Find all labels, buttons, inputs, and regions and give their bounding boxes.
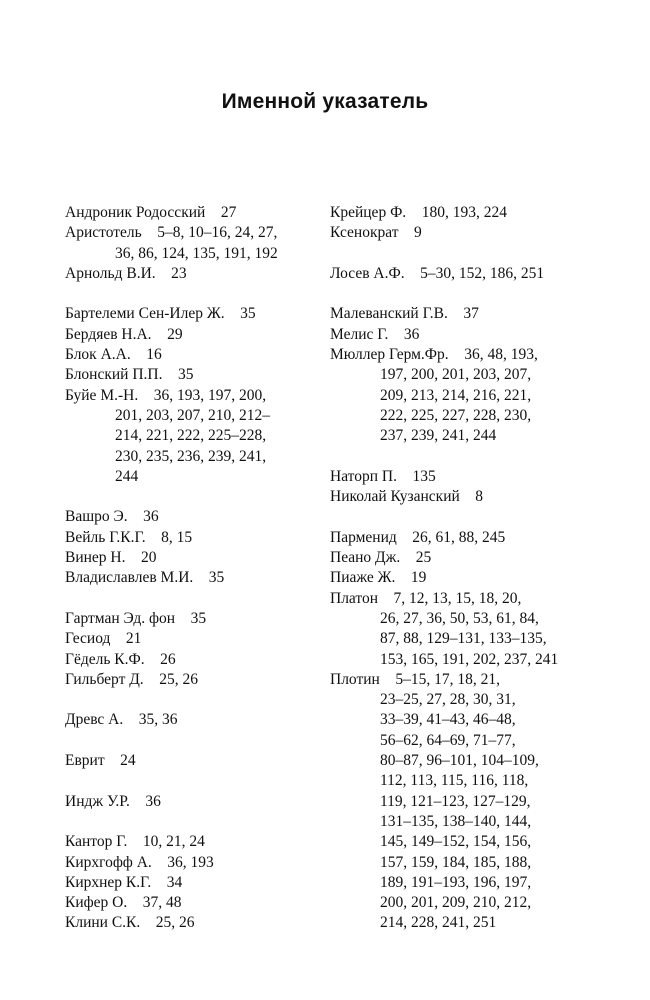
- index-entry-continuation: [330, 873, 580, 893]
- index-entry-name: Гильберт Д.: [65, 670, 144, 688]
- index-entry-pages: 25, 26: [159, 670, 198, 688]
- index-entry-name: Винер Н.: [65, 549, 126, 567]
- index-entry-name: Гартман Эд. фон: [65, 609, 176, 627]
- index-entry-pages: 201, 203, 207, 210, 212–: [115, 406, 270, 424]
- index-entry-continuation: [65, 244, 320, 264]
- index-entry-pages: 26: [160, 650, 176, 668]
- index-letter-group: [330, 203, 580, 244]
- index-entry-pages: 20: [141, 549, 157, 567]
- index-entry-pages: 135: [412, 467, 436, 485]
- index-entry: [65, 528, 320, 548]
- index-entry-pages: 180, 193, 224: [421, 204, 507, 221]
- index-entry-pages: 230, 235, 236, 239, 241,: [115, 447, 267, 465]
- index-entry-pages: 197, 200, 201, 203, 207,: [380, 366, 532, 384]
- index-entry-pages: 214, 228, 241, 251: [380, 914, 497, 932]
- index-entry-name: Аристотель: [65, 224, 142, 242]
- index-entry: [330, 487, 580, 507]
- index-entry-name: Гёдель К.Ф.: [65, 650, 145, 668]
- index-entry-continuation: [330, 386, 580, 406]
- index-entry: [65, 386, 320, 406]
- index-entry: [330, 325, 580, 345]
- index-entry-continuation: [330, 629, 580, 649]
- index-entry-name: Клини С.К.: [65, 914, 141, 932]
- index-entry-continuation: [330, 812, 580, 832]
- index-entry-pages: 26, 27, 36, 50, 53, 61, 84,: [380, 609, 539, 627]
- index-entry-pages: 36, 48, 193,: [464, 346, 538, 364]
- index-entry: [330, 528, 580, 548]
- index-entry: [65, 223, 320, 243]
- index-entry-name: Платон: [330, 589, 379, 607]
- index-entry-name: Крейцер Ф.: [330, 204, 407, 221]
- index-entry-pages: 36: [145, 792, 161, 810]
- index-entry-continuation: [330, 650, 580, 670]
- index-entry-pages: 36, 86, 124, 135, 191, 192: [115, 244, 278, 262]
- index-entry-pages: 5–15, 17, 18, 21,: [395, 670, 500, 688]
- index-entry-pages: 119, 121–123, 127–129,: [380, 792, 531, 810]
- index-entry-pages: 214, 221, 222, 225–228,: [115, 427, 267, 445]
- index-entry-name: Индж У.Р.: [65, 792, 130, 810]
- index-entry-continuation: [330, 609, 580, 629]
- index-entry: [330, 670, 580, 690]
- index-entry: [65, 325, 320, 345]
- index-entry-name: Лосев А.Ф.: [330, 264, 405, 282]
- index-entry: [330, 203, 580, 223]
- index-column-left: [65, 203, 320, 954]
- index-entry-pages: 200, 201, 209, 210, 212,: [380, 894, 532, 912]
- index-entry-continuation: [330, 690, 580, 710]
- index-entry-pages: 10, 21, 24: [142, 833, 205, 851]
- index-entry: [65, 751, 320, 771]
- index-entry-pages: 56–62, 64–69, 71–77,: [380, 731, 516, 749]
- index-entry-pages: 5–8, 10–16, 24, 27,: [157, 224, 278, 242]
- index-letter-group: [330, 528, 580, 934]
- index-entry-name: Парменид: [330, 528, 397, 546]
- index-entry-name: Кирхнер К.Г.: [65, 873, 152, 891]
- index-entry: [65, 893, 320, 913]
- index-entry-name: Бердяев Н.А.: [65, 325, 152, 343]
- index-entry: [65, 345, 320, 365]
- index-entry-pages: 16: [146, 346, 162, 364]
- index-entry-name: Древс А.: [65, 711, 124, 729]
- index-letter-group: [65, 507, 320, 588]
- index-entry-name: Плотин: [330, 670, 380, 688]
- index-entry: [65, 832, 320, 852]
- index-entry-pages: 36: [143, 508, 159, 526]
- index-entry-pages: 27: [220, 204, 237, 221]
- index-entry-pages: 25: [415, 549, 432, 567]
- index-letter-group: [65, 609, 320, 690]
- index-entry-pages: 19: [410, 569, 427, 587]
- index-entry-name: Мюллер Герм.Фр.: [330, 346, 449, 364]
- index-entry-pages: 131–135, 138–140, 144,: [380, 812, 532, 830]
- index-entry-pages: 157, 159, 184, 185, 188,: [380, 853, 532, 871]
- index-entry-pages: 35: [190, 609, 207, 627]
- index-entry-name: Мелис Г.: [330, 325, 389, 343]
- index-entry: [65, 710, 320, 730]
- index-letter-group: [65, 710, 320, 730]
- index-entry: [330, 467, 580, 487]
- index-entry: [330, 548, 580, 568]
- index-column-right: [330, 203, 580, 954]
- index-entry-continuation: [330, 893, 580, 913]
- index-entry-continuation: [65, 406, 320, 426]
- index-entry: [65, 304, 320, 324]
- index-entry: [65, 203, 320, 223]
- index-entry-pages: 23: [171, 264, 187, 282]
- index-letter-group: [65, 832, 320, 933]
- index-entry-pages: 35: [208, 569, 225, 587]
- index-entry: [330, 568, 580, 588]
- index-entry: [330, 345, 580, 365]
- index-entry-pages: 25, 26: [155, 914, 195, 932]
- index-entry-name: Кантор Г.: [65, 833, 128, 851]
- index-entry-pages: 34: [166, 873, 183, 891]
- index-entry-pages: 35, 36: [138, 711, 178, 729]
- index-entry-pages: 33–39, 41–43, 46–48,: [380, 711, 516, 729]
- index-entry-name: Блонский П.П.: [65, 366, 163, 384]
- index-entry-name: Наторп П.: [330, 467, 397, 485]
- index-letter-group: [65, 203, 320, 284]
- index-entry-name: Пеано Дж.: [330, 549, 401, 567]
- index-entry-pages: 21: [125, 630, 142, 648]
- index-entry-name: Ксенократ: [330, 224, 399, 242]
- index-entry-pages: 37, 48: [142, 894, 182, 912]
- index-entry: [330, 223, 580, 243]
- index-entry-pages: 153, 165, 191, 202, 237, 241: [380, 650, 559, 668]
- index-entry-pages: 35: [240, 305, 256, 323]
- index-entry-continuation: [330, 731, 580, 751]
- index-entry-name: Гесиод: [65, 630, 111, 648]
- index-entry-continuation: [65, 467, 320, 487]
- index-entry: [65, 609, 320, 629]
- index-entry: [65, 365, 320, 385]
- index-entry-name: Владиславлев М.И.: [65, 569, 194, 587]
- index-entry-pages: 7, 12, 13, 15, 18, 20,: [393, 589, 522, 607]
- index-entry-pages: 87, 88, 129–131, 133–135,: [380, 630, 547, 648]
- index-entry-pages: 5–30, 152, 186, 251: [420, 264, 545, 282]
- index-entry: [65, 853, 320, 873]
- index-entry-name: Вейль Г.К.Г.: [65, 528, 146, 546]
- index-entry-name: Пиаже Ж.: [330, 569, 396, 587]
- index-entry-continuation: [330, 771, 580, 791]
- index-entry: [65, 670, 320, 690]
- index-entry: [65, 264, 320, 284]
- index-entry-pages: 29: [167, 325, 183, 343]
- index-entry-name: Андроник Родосский: [65, 204, 206, 221]
- index-entry-pages: 36, 193, 197, 200,: [153, 386, 267, 404]
- index-entry-continuation: [330, 832, 580, 852]
- index-entry-pages: 244: [115, 467, 139, 485]
- index-entry: [65, 568, 320, 588]
- index-entry-name: Арнольд В.И.: [65, 264, 156, 282]
- index-letter-group: [330, 467, 580, 508]
- index-entry: [65, 650, 320, 670]
- index-entry-continuation: [330, 426, 580, 446]
- index-entry-name: Малеванский Г.В.: [330, 305, 448, 323]
- index-letter-group: [65, 792, 320, 812]
- index-entry: [330, 264, 580, 284]
- index-entry-pages: 24: [120, 752, 136, 770]
- index-entry-continuation: [330, 710, 580, 730]
- index-entry-name: Вашро Э.: [65, 508, 128, 526]
- index-letter-group: [65, 304, 320, 487]
- index-entry-continuation: [65, 426, 320, 446]
- index-entry-pages: 222, 225, 227, 228, 230,: [380, 406, 532, 424]
- index-entry-pages: 37: [463, 305, 479, 323]
- index-entry-pages: 9: [413, 224, 422, 242]
- index-entry: [65, 913, 320, 933]
- index-entry-pages: 23–25, 27, 28, 30, 31,: [380, 691, 516, 709]
- page-title: Именной указатель: [221, 90, 429, 113]
- index-entry-pages: 8: [475, 488, 484, 506]
- index-entry-name: Кирхгофф А.: [65, 853, 152, 871]
- index-entry-name: Еврит: [65, 752, 105, 770]
- index-entry-continuation: [330, 751, 580, 771]
- index-letter-group: [330, 264, 580, 284]
- index-entry: [330, 304, 580, 324]
- index-entry: [65, 629, 320, 649]
- index-entry-continuation: [330, 853, 580, 873]
- index-entry: [65, 873, 320, 893]
- index-entry-continuation: [330, 792, 580, 812]
- index-entry-pages: 145, 149–152, 154, 156,: [380, 833, 532, 851]
- index-letter-group: [65, 751, 320, 771]
- index-entry-continuation: [330, 365, 580, 385]
- index-entry-pages: 189, 191–193, 196, 197,: [380, 873, 532, 891]
- index-entry-pages: 35: [178, 366, 194, 384]
- index-entry-pages: 36: [403, 325, 420, 343]
- index-entry-name: Кифер О.: [65, 894, 128, 912]
- index-entry-pages: 80–87, 96–101, 104–109,: [380, 752, 539, 770]
- index-entry: [65, 507, 320, 527]
- index-entry-name: Буйе М.-Н.: [65, 386, 139, 404]
- index-entry-pages: 36, 193: [167, 853, 214, 871]
- index-entry-continuation: [330, 913, 580, 933]
- index-entry-name: Бартелеми Сен-Илер Ж.: [65, 305, 225, 323]
- index-entry: [330, 589, 580, 609]
- index-entry-pages: 26, 61, 88, 245: [412, 528, 506, 546]
- index-entry-name: Николай Кузанский: [330, 488, 460, 506]
- index-entry-pages: 237, 239, 241, 244: [380, 427, 497, 445]
- index-entry: [65, 548, 320, 568]
- index-entry-continuation: [65, 447, 320, 467]
- index-entry-pages: 112, 113, 115, 116, 118,: [380, 772, 529, 790]
- index-entry-name: Блок А.А.: [65, 346, 131, 364]
- index-entry-pages: 209, 213, 214, 216, 221,: [380, 386, 532, 404]
- index-entry-pages: 8, 15: [161, 528, 193, 546]
- index-entry-continuation: [330, 406, 580, 426]
- index-entry: [65, 792, 320, 812]
- index-letter-group: [330, 304, 580, 446]
